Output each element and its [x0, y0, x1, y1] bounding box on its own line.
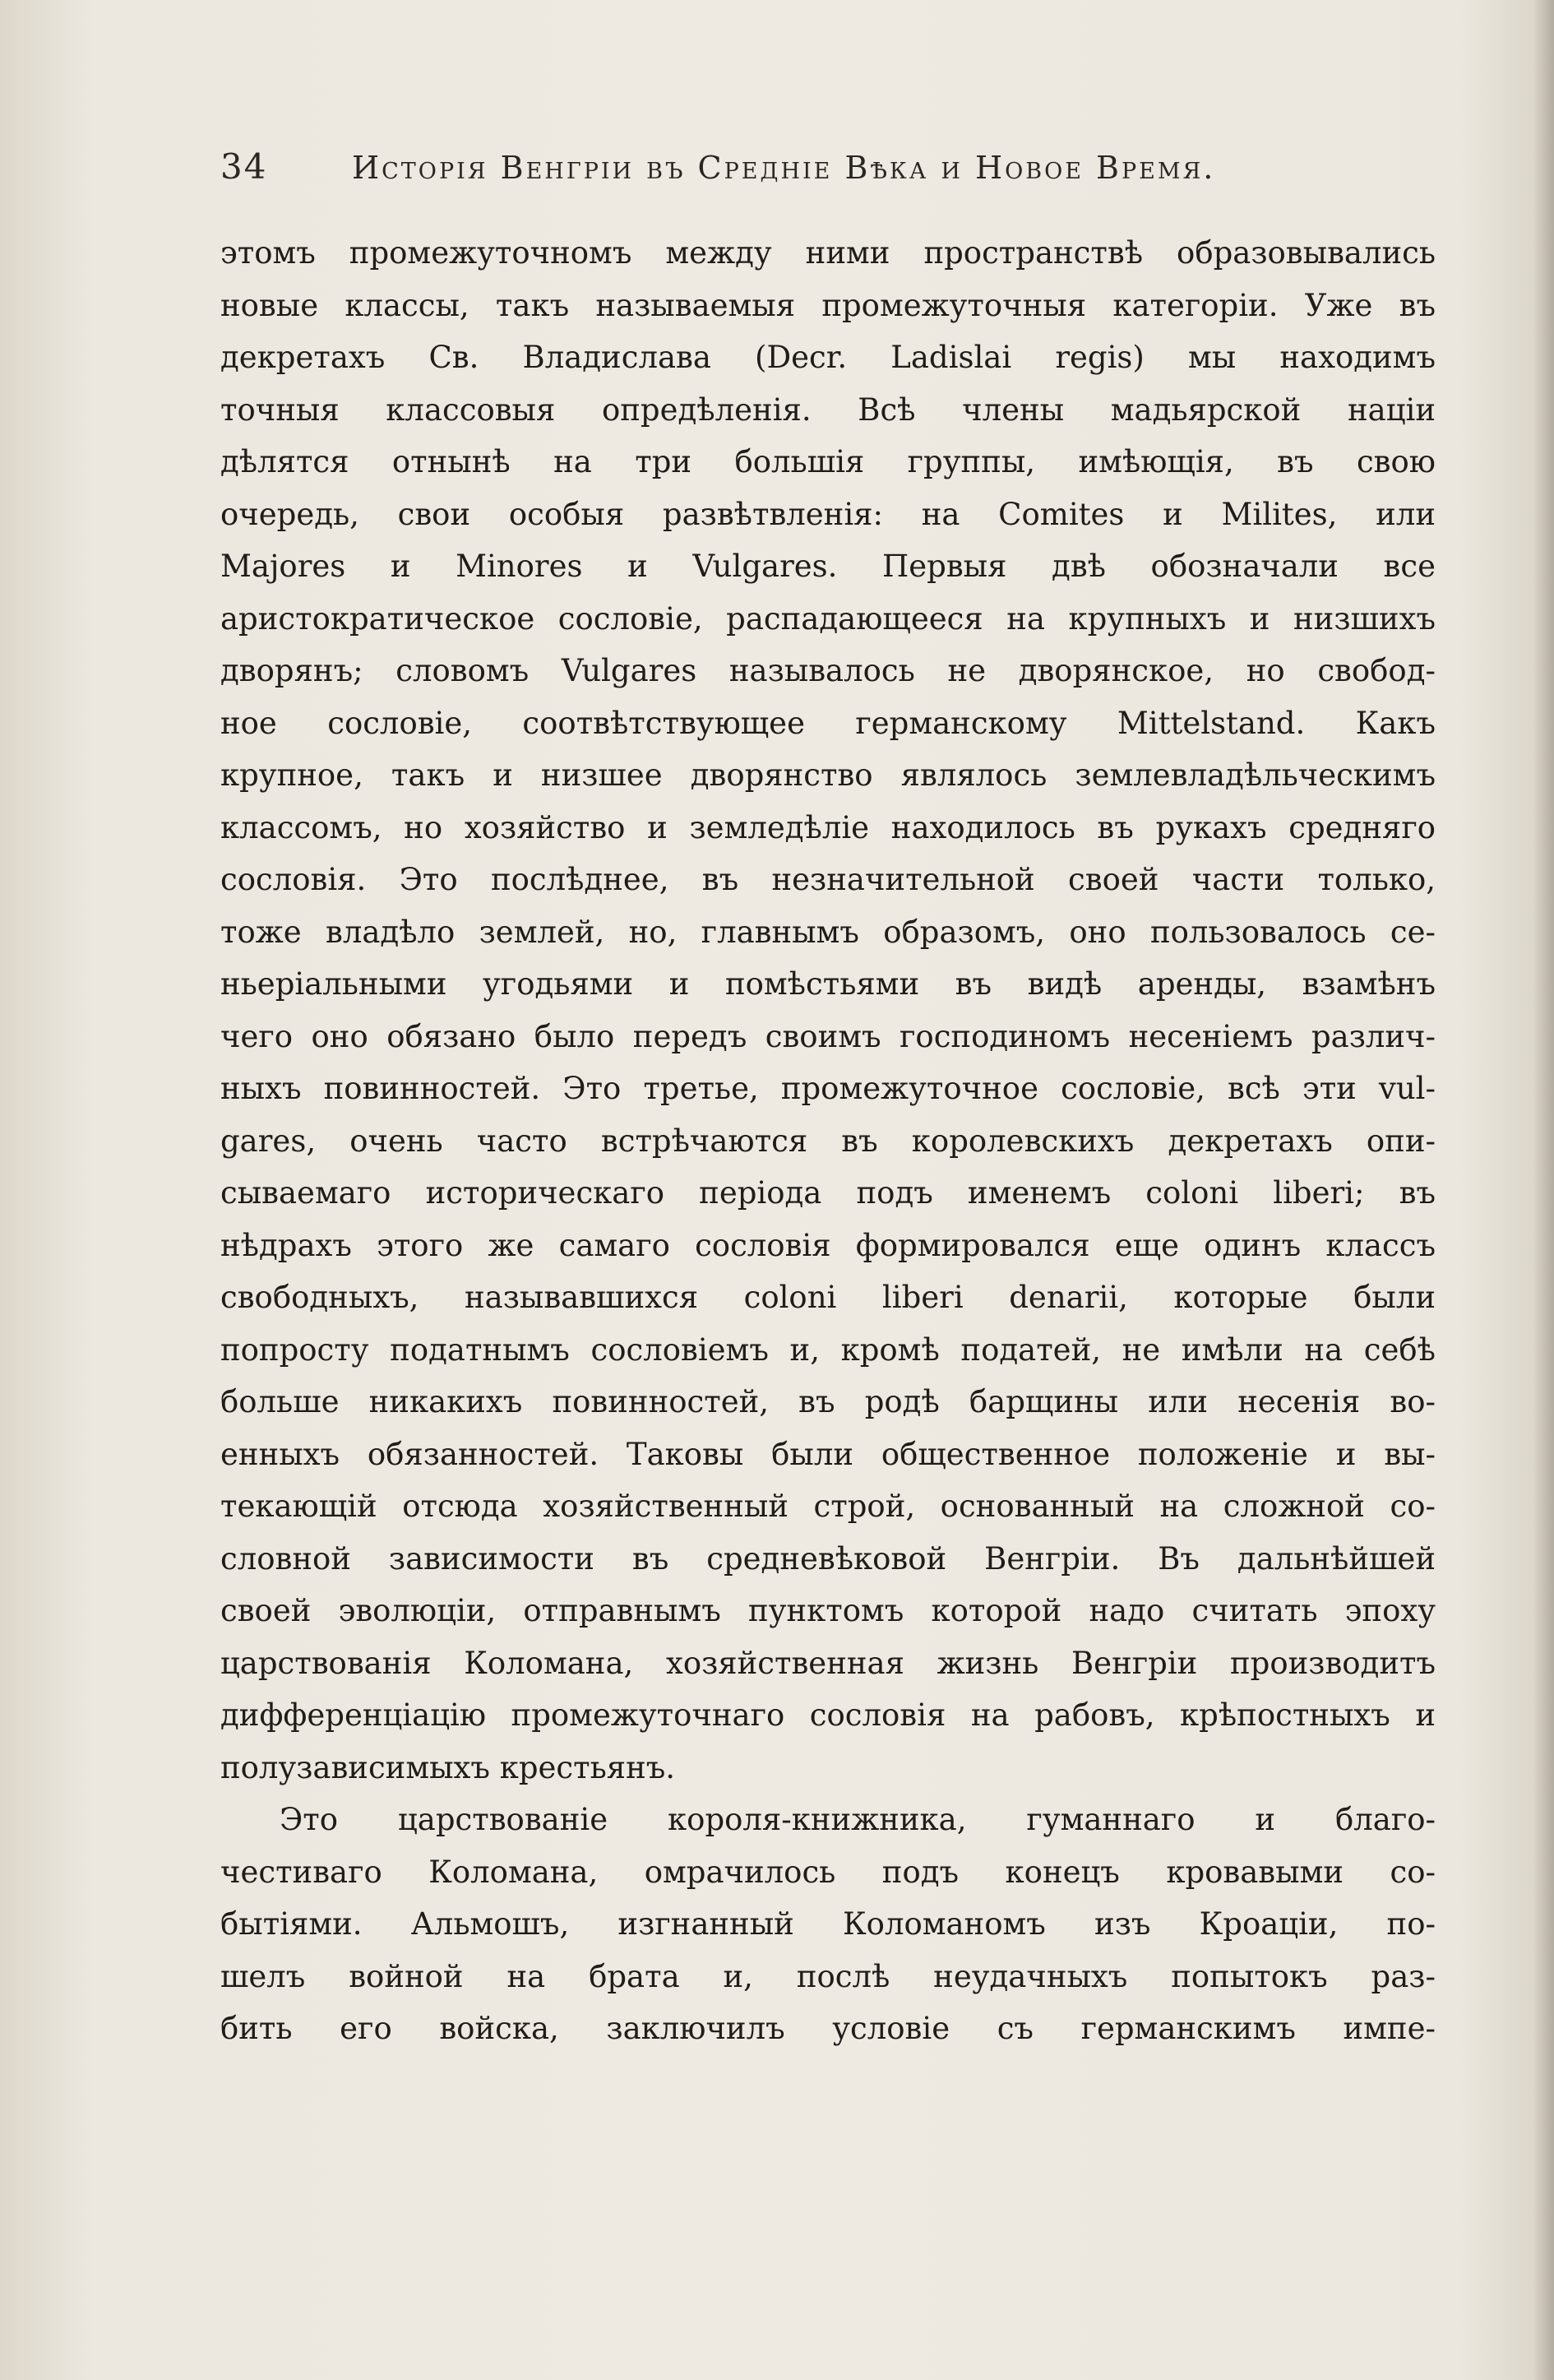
text-line: точныя классовыя опредѣленія. Всѣ члены мадьярской націи	[220, 391, 1436, 428]
text-line: попросту податнымъ сословіемъ и, кромѣ податей, не имѣли на себѣ	[220, 1331, 1436, 1368]
text-line: дифференціацію промежуточнаго сословія на рабовъ, крѣпостныхъ и	[220, 1697, 1436, 1733]
text-line: Это царствованіе короля-книжника, гуманнаго и благо-	[280, 1802, 1436, 1837]
text-line: енныхъ обязанностей. Таковы были общественное положеніе и вы-	[220, 1436, 1436, 1472]
text-line: ное сословіе, соотвѣтствующее германскому Mittelstand. Какъ	[220, 705, 1436, 741]
text-line: царствованія Коломана, хозяйственная жизнь Венгріи производитъ	[220, 1645, 1436, 1681]
text-line: свободныхъ, называвшихся coloni liberi denarii, которые были	[220, 1280, 1436, 1315]
text-line: сываемаго историческаго періода подъ именемъ coloni liberi; въ	[220, 1175, 1436, 1211]
text-line: чего оно обязано было передъ своимъ господиномъ несеніемъ различ-	[220, 1018, 1436, 1054]
text-line: текающій отсюда хозяйственный строй, основанный на сложной со-	[220, 1489, 1436, 1524]
text-line: словной зависимости въ средневѣковой Венгріи. Въ дальнѣйшей	[220, 1540, 1436, 1577]
paragraph-2	[220, 1794, 1436, 2055]
body-text	[220, 227, 1436, 2055]
text-line: дѣлятся отнынѣ на три большія группы, имѣющія, въ свою	[220, 444, 1436, 479]
running-header	[220, 141, 1306, 199]
text-line: аристократическое сословіе, распадающееся на крупныхъ и низшихъ	[220, 600, 1436, 637]
paragraph-1	[220, 227, 1436, 1794]
text-line: дворянъ; словомъ Vulgares называлось не дворянское, но свобод-	[220, 653, 1436, 688]
page-edge-shadow	[1533, 0, 1554, 2380]
text-line: бытіями. Альмошъ, изгнанный Коломаномъ изъ Кроаціи, по-	[220, 1906, 1436, 1942]
text-line: шелъ войной на брата и, послѣ неудачныхъ попытокъ раз-	[220, 1958, 1436, 1994]
text-line: этомъ промежуточномъ между ними пространствѣ образовывались	[220, 235, 1436, 271]
text-line: Majores и Minores и Vulgares. Первыя двѣ обозначали все	[220, 549, 1436, 584]
text-line: gares, очень часто встрѣчаются въ королевскихъ декретахъ опи-	[220, 1123, 1436, 1159]
text-line: сословія. Это послѣднее, въ незначительной своей части только,	[220, 862, 1436, 897]
text-line: новые классы, такъ называемыя промежуточныя категоріи. Уже въ	[220, 287, 1436, 323]
page-number: 34	[220, 146, 268, 187]
text-line: больше никакихъ повинностей, въ родѣ барщины или несенія во-	[220, 1384, 1436, 1419]
text-line: очередь, свои особыя развѣтвленія: на Comites и Milites, или	[220, 496, 1436, 532]
text-line: полузависимыхъ крестьянъ.	[220, 1749, 676, 1785]
text-line: ньеріальными угодьями и помѣстьями въ видѣ аренды, взамѣнъ	[220, 966, 1436, 1002]
text-line: бить его войска, заключилъ условіе съ германскимъ импе-	[220, 2011, 1436, 2046]
text-line: ныхъ повинностей. Это третье, промежуточное сословіе, всѣ эти vul-	[220, 1071, 1436, 1106]
text-line: нѣдрахъ этого же самаго сословія формировался еще одинъ классъ	[220, 1227, 1436, 1263]
running-title: Исторія Венгріи въ Средніе Вѣка и Новое Время.	[352, 150, 1216, 186]
text-line: крупное, такъ и низшее дворянство являлось землевладѣльческимъ	[220, 757, 1436, 793]
text-line: честиваго Коломана, омрачилось подъ конецъ кровавыми со-	[220, 1854, 1436, 1890]
text-line: тоже владѣло землей, но, главнымъ образомъ, оно пользовалось се-	[220, 914, 1436, 950]
text-line: декретахъ Св. Владислава (Decr. Ladislai regis) мы находимъ	[220, 340, 1436, 375]
text-line: своей эволюціи, отправнымъ пунктомъ которой надо считать эпоху	[220, 1593, 1436, 1628]
text-line: классомъ, но хозяйство и земледѣліе находилось въ рукахъ средняго	[220, 809, 1436, 845]
